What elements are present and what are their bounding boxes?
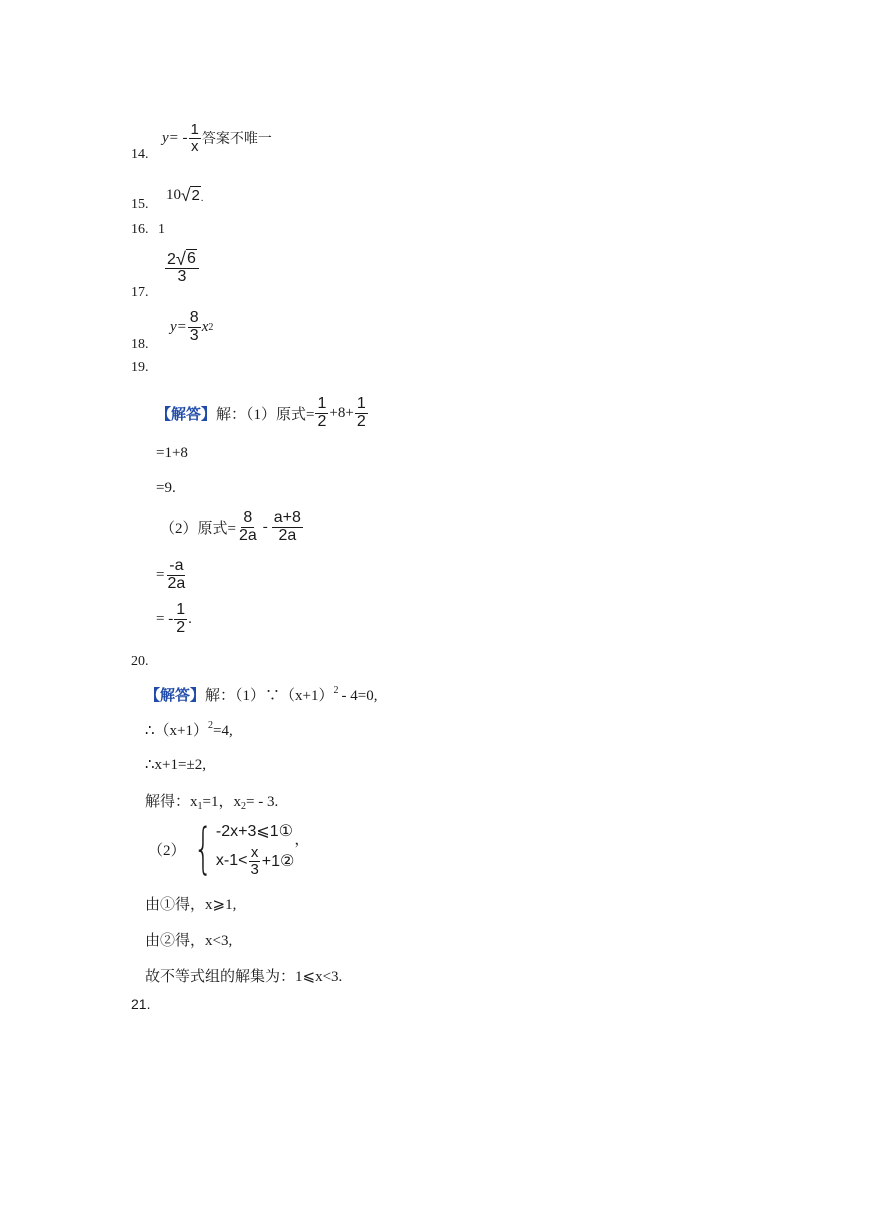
sol20-line4-mid: =1，x: [202, 794, 241, 810]
sol20-line1-post: - 4=0,: [341, 688, 378, 704]
answer-17: [164, 249, 200, 286]
item-number-16-label: 16.: [131, 222, 149, 237]
sol19-line1-frac2: [355, 396, 368, 431]
sol19-line4-frac1: [237, 510, 259, 545]
sol20-line2: [145, 719, 233, 740]
answer-17-coef: 2: [167, 250, 176, 268]
answer-17-fraction: [165, 249, 199, 286]
sol20-answer-tag: 【解答】: [145, 688, 206, 704]
answer-15-sqrt: [181, 186, 201, 204]
sol20-line4-pre: 解得：x: [145, 794, 198, 810]
sol19-line5-frac: [165, 558, 187, 593]
sol20-system-row2: [216, 845, 295, 878]
answer-14-note: 答案不唯一: [201, 132, 272, 148]
sol19-line4-frac2-num: a+8: [273, 509, 301, 526]
answer-14: [162, 122, 272, 155]
sol19-line5-pre: =: [156, 566, 165, 583]
sol19-line4: [160, 510, 304, 545]
sol19-line4-frac1-den: 2a: [238, 526, 257, 544]
sol20-line1-exp: 2: [333, 685, 339, 696]
answer-18-numerator: 8: [189, 309, 199, 326]
answer-17-sqrt: [176, 249, 197, 268]
sol20-line4: [145, 790, 278, 812]
sol20-system-row2-frac-den: 3: [250, 860, 259, 878]
item-number-15: 15.: [131, 197, 149, 212]
item-number-19: 19.: [131, 360, 149, 375]
sol20-system-row2-pre: x-1<: [215, 852, 248, 869]
sol19-line4-pre: （2）原式=: [160, 520, 236, 537]
item-number-21: 21.: [131, 996, 151, 1012]
sol19-line1-pre: 解：（1）原式=: [216, 406, 315, 423]
answer-17-radicand: 6: [187, 250, 196, 267]
answer-18-lhs: y=: [170, 318, 187, 335]
sol20-line4-post: = - 3.: [245, 794, 279, 810]
sol20-system: [148, 814, 309, 884]
answer-17-numerator: [165, 249, 199, 269]
item-number-20: 20.: [131, 654, 149, 669]
sol19-line1-frac1-den: 2: [317, 412, 327, 430]
sol19-line6-pre: = -: [156, 610, 174, 627]
sol20-system-tail: ，: [294, 832, 310, 848]
sol19-line6-frac: [174, 602, 187, 637]
sol19-line6: [156, 602, 192, 637]
sol19-line2: =1+8: [156, 445, 188, 461]
sol19-line1-frac1: [315, 396, 328, 431]
sol19-line5-frac-den: 2a: [167, 574, 186, 592]
sol19-line1-frac1-num: 1: [317, 395, 327, 412]
sol19-line5: [156, 558, 188, 593]
sol20-system-rows: [216, 821, 295, 878]
sol20-line6: 由①得，x⩾1,: [145, 897, 237, 913]
answer-17-denominator: 3: [177, 268, 187, 286]
sol20-system-row2-frac: [248, 845, 260, 878]
answer-14-lhs: y= -: [162, 129, 188, 146]
answer-18: [170, 310, 213, 345]
answer-14-denominator: x: [190, 137, 199, 155]
sol19-line6-frac-num: 1: [176, 601, 186, 618]
sol20-line2-exp: 2: [208, 720, 214, 731]
answer-18-denominator: 3: [189, 326, 199, 344]
answer-18-exponent: 2: [208, 321, 214, 333]
answer-15: [166, 186, 203, 204]
answer-15-tail: .: [200, 193, 204, 205]
sol20-system-row2-frac-num: x: [250, 843, 259, 861]
answer-14-numerator: 1: [190, 121, 199, 138]
sol19-line6-tail: .: [188, 610, 192, 627]
sol19-line5-frac-num: -a: [169, 557, 184, 574]
answer-16: 1: [158, 222, 165, 237]
item-number-16: [131, 222, 165, 238]
sol20-line1: [145, 684, 377, 705]
radical-sign-icon: √: [181, 185, 191, 205]
sol20-line8: 故不等式组的解集为：1⩽x<3.: [145, 969, 343, 985]
sol19-line1-frac2-den: 2: [356, 412, 366, 430]
answer-18-var: x: [201, 318, 209, 335]
sol20-line4-sub1: 1: [197, 801, 203, 812]
answer-15-coef: 10: [166, 187, 181, 204]
answer-14-fraction: [189, 122, 201, 155]
sol19-line4-frac1-num: 8: [243, 509, 253, 526]
sol19-line6-frac-den: 2: [176, 618, 186, 636]
sol19-line4-frac2: [272, 510, 303, 545]
sol20-line2-post: =4,: [213, 723, 233, 739]
sol19-answer-tag: 【解答】: [156, 406, 217, 423]
sol20-line3: ∴x+1=±2,: [145, 757, 206, 773]
sol20-system-label: （2）: [148, 842, 186, 859]
sol19-line1-mid: +8+: [329, 404, 354, 421]
item-number-18: 18.: [131, 337, 149, 352]
sol19-line1: [156, 396, 369, 431]
sol20-line7: 由②得，x<3,: [145, 933, 233, 949]
sol20-system-row2-post: +1②: [261, 853, 295, 870]
sol20-line2-pre: ∴（x+1）: [145, 723, 209, 739]
answer-18-fraction: [188, 310, 201, 345]
sol19-line4-frac2-den: 2a: [278, 526, 297, 544]
left-brace-icon: {: [193, 817, 213, 880]
sol20-line1-pre: 解：（1）∵（x+1）: [205, 688, 334, 704]
sol20-system-row1: -2x+3⩽1①: [215, 822, 293, 840]
sol20-line4-sub2: 2: [240, 801, 246, 812]
sol19-line1-frac2-num: 1: [356, 395, 366, 412]
sol19-line3: =9.: [156, 480, 176, 496]
item-number-17: 17.: [131, 285, 149, 300]
radical-sign-icon: √: [175, 247, 186, 269]
sol19-line4-mid: -: [262, 518, 268, 535]
item-number-14: 14.: [131, 147, 149, 162]
answer-15-radicand: 2: [191, 187, 200, 204]
